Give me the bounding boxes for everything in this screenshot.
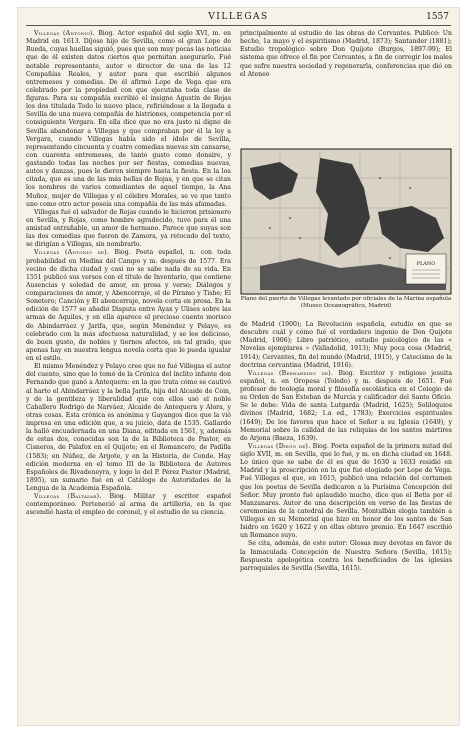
entry-text: El mismo Menéndez y Pelayo cree que no fué Villegas el autor del cuento, sino que lo tomó de la Crónica del ínclito infante don Fernando que ganó a Antequera: en la que trata cómo se cautivó al harto el Abindarráez y la bella Jarifa, hija del Alcaide de Coin, y de la gentileza y liberalidad que con ellos usó el noble Caballero Rodrigo de Narváez, Alcaide de Antequera y Alora, y otras cosas. Esta crónica es anónima y Gayangos dice que la vió impresa en una edición que, a su juicio, data de 1535. Gallardo la halló encuadernada en una Diana, editada en 1561, y, además de estas dos, conocidas son la de la Biblioteca de Pastor, en Cisneros, de Palafox en el Quijote; en el Romancero, de Padilla (1583); en Núñez, de Argote, y en la Historia, de Conde. Hay edición moderna en el tomo III de la Biblioteca de Autores Españoles de Rivadeneyra, y logo lo del P. Pérez Pastor (Madrid, 1895), un sumario fué en el Catálogo de Autoridades de la Lengua de la Academia Española. [26, 363, 231, 492]
running-header [18, 12, 459, 26]
page-number: 1557 [426, 12, 449, 22]
entry-headword: Villegas (Antonio). [34, 30, 96, 37]
right-column-bottom [240, 321, 452, 721]
paragraph [26, 249, 231, 363]
paragraph [240, 370, 452, 443]
paragraph [240, 30, 452, 79]
harbor-map [240, 148, 452, 295]
paragraph [26, 493, 231, 517]
map-label: PLANO [416, 261, 436, 267]
left-column [26, 30, 231, 720]
figure-caption [240, 296, 452, 310]
entry-text: principalmente al estudio de las obras de Cervantes. Publicó: Un hecho, 1a mayo y el espiritismo (Madrid, 1873); Santander (1881); Estudio tropológico sobre Don Quijote (Burgos, 1897-99); El sistema que ofrece el fin por Cervantes, a fin de corregir los males que sufre nuestra sociedad y regenerarla, conferencias que dió en el Ateneo [240, 30, 452, 78]
paragraph [26, 363, 231, 493]
header-title: VILLEGAS [208, 12, 269, 22]
entry-headword: Villegas (Baltasar). [34, 493, 102, 501]
page [18, 8, 459, 725]
caption-source: (Museo Oceanográfico, Madrid) [300, 303, 392, 309]
paragraph [240, 540, 452, 573]
entry-text: Se cita, además, de este autor: Glosas muy devotas en favor de la Inmaculada Concepción de Nuestra Señora (Sevilla, 1615); Respuesta apologética contra los beneficiados de las iglesias parroquiales de Sevilla (Sevilla, 1615). [240, 540, 452, 572]
paragraph [240, 443, 452, 541]
entry-headword: Villegas (Diego de). [248, 442, 311, 450]
right-column-top [240, 30, 452, 142]
caption-text: Plano del puerto de Villegas levantado por oficiales de la Marina española [240, 296, 452, 302]
header-rule [26, 25, 451, 26]
paragraph [26, 209, 231, 250]
entry-headword: Villegas (Antonio de). [34, 249, 110, 257]
entry-headword: Villegas (Bernardino de). [248, 369, 334, 377]
entry-text: Villegas fué el salvador de Rojas cuando le hicieron prisionero en Sevilla, y Rojas, como hombre agradecido, tuvo para él una amistad entrañable, un amor de hermano. Parece que suyas son las dos comedias que fueron de Zamora, ya retocado del texto, se dirigían a Villegas, sin nombrarlo. [26, 208, 231, 249]
paragraph [240, 321, 452, 370]
entry-text: de Madrid (1900); La Revolución española, estudio en que se descubre cuál y cómo fué el verdadero ingenio de Don Quijote (Madrid, 1906); Libro patriótico, estudio psicológico de las « Novelas ejemplares » (Valladolid, 1913); Muy poca cosa (Madrid, 1914); Cervantes, fin del mundo (Madrid, 1915), y Catecismo de la doctrina cervantina (Madrid, 1916). [240, 321, 452, 369]
entry-text: Biog. Poeta español de la primera mitad del siglo XVII, m. en Sevilla, que lo fué, y m. en dicha ciudad en 1648. Lo único que se sabe de él es que de 1630 a 1633 residió en Madrid y la proscripción en la que fué elogiado por Lope de Vega. Fué Villegas el que, en 1615, publicó una relación del certamen que los poetas de Sevilla dedicaron a la Purísima Concepción del Señor. Muy pronto fué aplaudido mucho, dice que el Betis por el Manzanares. Autor de una descripción en verso de las fiestas de ceremonias de la catedral de Sevilla. Montalbán elogia también a Villegas en su Memorial que hizo en honor de los santos de San Isidro en 1620 y 1622 y en ellas obtuvo premio. En 1647 escribió un Romance suyo. [240, 442, 452, 540]
entry-text: Biog. Poeta español, n. con toda probabilidad en Medina del Campo y m. después de 1577. Era vecino de dicha ciudad y casi no se sabe nada de su vida. En 1551 publicó sus versos con el título de Inventario, que contiene Ausencias y soledad de amor, en prosa y verso; Diálogos y comparaciones de amor, y Abencerraje, el de Píramo y Tisbe; El Sonetero; Canción y El abencerraje, novela corta en prosa. En la edición de 1577 se añadió Disputa entre Ayax y Ulises sobre las armas de Aquiles, y en ella aparece el precioso cuento morisco de Abindarráez y Jarifa, que, según Menéndez y Pelayo, es celebrado con la más afectuosa naturalidad, y se lee delicioso, de buen gusto, de nobles y tiernos afectos, en tal grado, que apenas hay en nuestra lengua novela corta que le pueda igualar en el estilo. [26, 249, 231, 362]
entry-text: Biog. Actor español del siglo XVI, m. en Madrid en 1613. Díjose hijo de Sevilla, como el gran Lope de Rueda, cuyas huellas siguió, pues que son muy pocas las noticias que de él existen datos ciertos que permitan asegurarlo. Fué notable representante, autor o director de una de las 12 Compañías Reales, y autor para que escribió algunos entremeses y comedias. De él afirmó Lope de Vega que era celebrado por la propiedad con que ejecutaba toda clase de figuras. Para su compañía escribió el insigne Agustín de Rojas los dos titulada Todo lo nuevo place, refiriéndose a la llegada a Sevilla de una nueva compañía de histriones, competencia por el consiguiente Vergara. En ella dice que no era justo ni digno de Sevilla abandonar a Villegas y que compraban por él la ley a Vergara, cuando Villegas había sido el ídolo de Sevilla, representando cincuenta y cuatro comedias nuevas sin cansarse, con cuarenta entremeses, de tanto gusto como donaire, y gastando todas las noches por ser fiestas, comedias nuevas, autos y danzas, pues le dieron siempre hasta la fiesta. En la loa citada, que es una de las más bellas de Rojas, y en que se citan los nombres de varios comediantes de aquel tiempo, la Ana Muñoz, mujer de Villegas y el célebre Morales, se ve que tanto uno como otro actor poseía una compañía de las más afamadas. [26, 30, 231, 208]
entry-text: Biog. Escritor y religioso jesuita español, n. en Oropesa (Toledo) y m. después de 1651. Fué profesor de teología moral y filosofía escolástica en el Colegio de su Orden de San Esteban de Murcia y calificador del Santo Oficio. Se le debe: Vida de santa Lutgarda (Madrid, 1625); Soliloquios divinos (Madrid, 1682; 1.a ed., 1783); Exercicios espirituales (1649); De los favores que hace el Señor a su Iglesia (1649), y Memorial sobre la calidad de las reliquias de los santos mártires de Arjona (Baeza, 1639). [240, 369, 452, 442]
paragraph [26, 30, 231, 209]
map-cartouche [406, 254, 446, 284]
figure [240, 148, 452, 313]
entry-text: Biog. Militar y escritor español contemporáneo. Perteneció al arma de artillería, en la que ascendió hasta el empleo de coronel, y el estudio de su ciencia. [26, 493, 231, 517]
